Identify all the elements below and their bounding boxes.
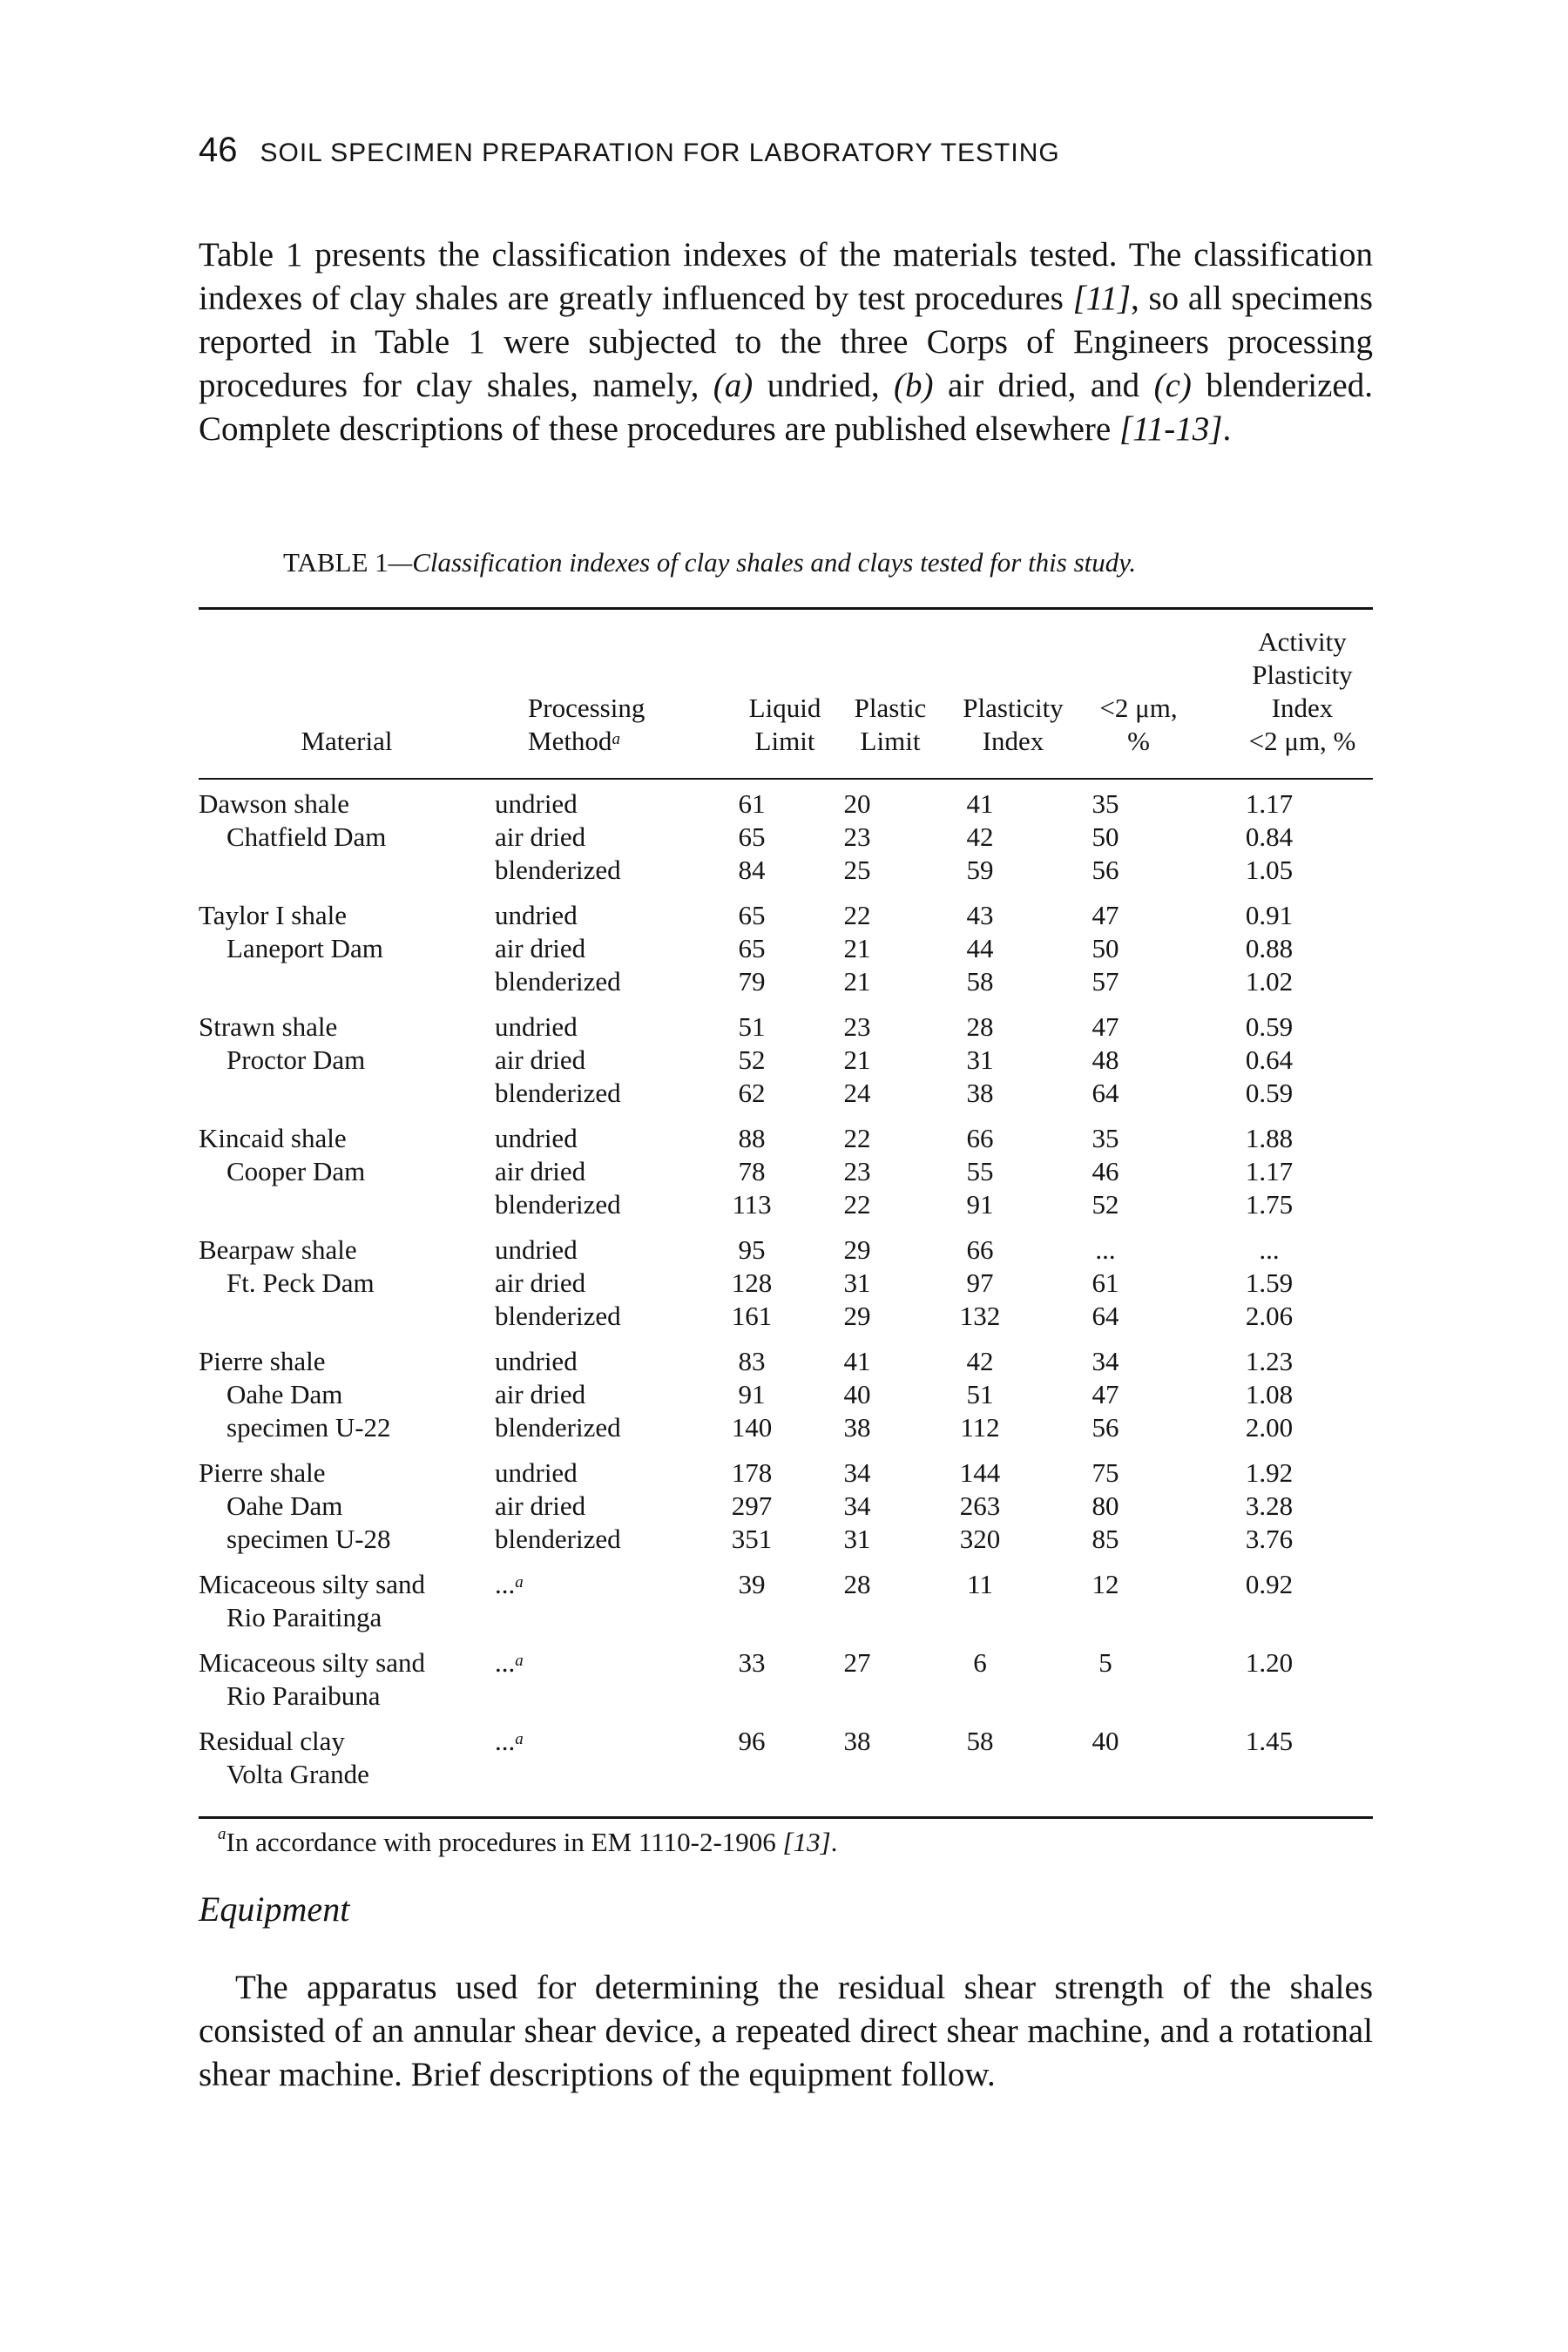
activity-cell: 1.17 <box>1245 1156 1294 1186</box>
material-location: Laneport Dam <box>226 933 383 963</box>
processing-method-cell: undried <box>495 1346 578 1376</box>
processing-method-cell: blenderized <box>495 1301 621 1331</box>
liquid-limit-cell: 95 <box>738 1234 766 1265</box>
liquid-limit-cell: 79 <box>738 966 766 997</box>
intro-item-b: (b) <box>894 367 934 404</box>
intro-paragraph <box>199 233 1373 451</box>
table-footnote <box>218 1827 837 1858</box>
material-location: Proctor Dam <box>226 1044 366 1075</box>
plastic-limit-cell: 23 <box>843 821 871 852</box>
processing-method-cell: blenderized <box>495 855 621 885</box>
material-location: Rio Paraitinga <box>226 1602 382 1632</box>
plastic-limit-cell: 21 <box>843 966 871 997</box>
plasticity-index-cell: 263 <box>959 1490 1001 1521</box>
plasticity-index-cell: 66 <box>966 1234 994 1265</box>
liquid-limit-cell: 51 <box>738 1011 766 1042</box>
table-row <box>199 1122 1373 1155</box>
header-plasticity-index: Plasticity Index <box>963 693 1064 756</box>
clay-fraction-cell: 12 <box>1092 1569 1119 1599</box>
table-row <box>199 965 1373 998</box>
liquid-limit-cell: 128 <box>731 1267 773 1298</box>
plastic-limit-cell: 23 <box>843 1156 871 1186</box>
liquid-limit-cell: 52 <box>738 1044 766 1075</box>
clay-fraction-cell: 35 <box>1092 1123 1119 1153</box>
activity-cell: 1.45 <box>1245 1726 1294 1756</box>
table-row <box>199 1233 1373 1267</box>
liquid-limit-cell: 297 <box>731 1490 773 1521</box>
material-cell <box>199 1345 495 1378</box>
material-cell <box>199 1411 495 1444</box>
activity-cell: 1.75 <box>1245 1189 1294 1220</box>
header-processing-method: Processing Method$^a$ <box>528 693 645 756</box>
material-name: Pierre shale <box>199 1346 326 1376</box>
clay-fraction-cell: 64 <box>1092 1301 1119 1331</box>
clay-fraction-cell: 48 <box>1092 1044 1119 1075</box>
intro-ref-1: [11] <box>1072 280 1132 317</box>
activity-cell: 0.64 <box>1245 1044 1294 1075</box>
group-spacer <box>199 998 1373 1010</box>
plastic-limit-cell: 24 <box>843 1078 871 1108</box>
liquid-limit-cell: 161 <box>731 1301 773 1331</box>
table-row <box>199 1456 1373 1490</box>
material-name: Taylor I shale <box>199 900 347 930</box>
group-spacer <box>199 1333 1373 1345</box>
group-spacer <box>199 1444 1373 1456</box>
table-row <box>199 1044 1373 1077</box>
running-head <box>199 131 1060 170</box>
liquid-limit-cell: 96 <box>738 1726 766 1756</box>
plasticity-index-cell: 41 <box>966 788 994 819</box>
activity-cell: ... <box>1259 1234 1280 1265</box>
plastic-limit-cell: 31 <box>843 1524 871 1554</box>
table-row <box>199 899 1373 932</box>
material-cell <box>199 1010 495 1044</box>
material-name: Pierre shale <box>199 1457 326 1488</box>
material-cell <box>199 932 495 965</box>
group-spacer <box>199 1634 1373 1646</box>
plasticity-index-cell: 97 <box>966 1267 994 1298</box>
material-name: Kincaid shale <box>199 1123 347 1153</box>
activity-cell: 1.23 <box>1245 1346 1294 1376</box>
plastic-limit-cell: 34 <box>843 1457 871 1488</box>
activity-cell: 1.17 <box>1245 788 1294 819</box>
table-row <box>199 1646 1373 1713</box>
footnote-mark: a <box>218 1825 226 1843</box>
intro-item-c: (c) <box>1153 367 1192 404</box>
clay-fraction-cell: 5 <box>1098 1647 1112 1678</box>
material-cell <box>199 1725 495 1791</box>
table-row <box>199 1300 1373 1333</box>
plastic-limit-cell: 28 <box>843 1569 871 1599</box>
activity-cell: 0.84 <box>1245 821 1294 852</box>
intro-text-2: , so all specimens reported in Table 1 were subjected to the three Corps of Engineers processing procedures for clay shales, namely, <box>199 280 1373 404</box>
activity-cell: 3.76 <box>1245 1524 1294 1554</box>
material-cell <box>199 899 495 932</box>
liquid-limit-cell: 62 <box>738 1078 766 1108</box>
processing-method-cell: air dried <box>495 1379 586 1409</box>
material-cell <box>199 854 495 887</box>
table-row <box>199 787 1373 821</box>
clay-fraction-cell: 56 <box>1092 1412 1119 1443</box>
plastic-limit-cell: 20 <box>843 788 871 819</box>
liquid-limit-cell: 351 <box>731 1524 773 1554</box>
processing-method-cell: blenderized <box>495 1524 621 1554</box>
material-cell <box>199 1267 495 1300</box>
plasticity-index-cell: 42 <box>966 1346 994 1376</box>
plasticity-index-cell: 38 <box>966 1078 994 1108</box>
clay-fraction-cell: 61 <box>1092 1267 1119 1298</box>
plastic-limit-cell: 38 <box>843 1412 871 1443</box>
material-name: Bearpaw shale <box>199 1234 357 1265</box>
processing-method-cell: undried <box>495 1457 578 1488</box>
activity-cell: 3.28 <box>1245 1490 1294 1521</box>
activity-cell: 1.05 <box>1245 855 1294 885</box>
plasticity-index-cell: 112 <box>960 1412 1000 1443</box>
footnote-text: In accordance with procedures in EM 1110-2-1906 <box>226 1827 783 1857</box>
liquid-limit-cell: 65 <box>738 900 766 930</box>
liquid-limit-cell: 78 <box>738 1156 766 1186</box>
plastic-limit-cell: 21 <box>843 933 871 963</box>
liquid-limit-cell: 61 <box>738 788 766 819</box>
plastic-limit-cell: 31 <box>843 1267 871 1298</box>
processing-method-cell: ...$^a$ <box>495 1726 524 1756</box>
clay-fraction-cell: 47 <box>1092 1379 1119 1409</box>
clay-fraction-cell: 64 <box>1092 1078 1119 1108</box>
table-row <box>199 1188 1373 1221</box>
table-row <box>199 1077 1373 1110</box>
intro-text-1: Table 1 presents the classification indexes of the materials tested. The classification indexes of clay shales are greatly influenced by test procedures <box>199 236 1373 317</box>
liquid-limit-cell: 91 <box>738 1379 766 1409</box>
liquid-limit-cell: 83 <box>738 1346 766 1376</box>
material-location: Volta Grande <box>226 1759 369 1789</box>
table-top-rule <box>199 607 1373 610</box>
processing-method-cell: blenderized <box>495 1078 621 1108</box>
processing-method-cell: ...$^a$ <box>495 1647 524 1678</box>
activity-cell: 0.59 <box>1245 1078 1294 1108</box>
processing-method-cell: air dried <box>495 821 586 852</box>
header-plastic-limit: Plastic Limit <box>854 693 927 756</box>
plasticity-index-cell: 132 <box>959 1301 1001 1331</box>
clay-fraction-cell: 50 <box>1092 933 1119 963</box>
clay-fraction-cell: 57 <box>1092 966 1119 997</box>
activity-cell: 0.88 <box>1245 933 1294 963</box>
footnote-mark: a <box>515 1652 524 1670</box>
intro-text-6: . <box>1222 410 1232 448</box>
plasticity-index-cell: 91 <box>966 1189 994 1220</box>
footnote-end: . <box>830 1827 838 1857</box>
processing-method-cell: air dried <box>495 933 586 963</box>
material-cell <box>199 821 495 854</box>
footnote-mark: a <box>515 1730 524 1748</box>
plasticity-index-cell: 44 <box>966 933 994 963</box>
material-cell <box>199 787 495 821</box>
activity-cell: 1.20 <box>1245 1647 1294 1678</box>
liquid-limit-cell: 65 <box>738 933 766 963</box>
plasticity-index-cell: 28 <box>966 1011 994 1042</box>
intro-text-3: undried, <box>753 367 895 404</box>
activity-cell: 2.00 <box>1245 1412 1294 1443</box>
processing-method-cell: air dried <box>495 1490 586 1521</box>
material-cell <box>199 1378 495 1411</box>
activity-cell: 1.92 <box>1245 1457 1294 1488</box>
intro-item-a: (a) <box>713 367 754 404</box>
page-number: 46 <box>199 131 238 169</box>
liquid-limit-cell: 65 <box>738 821 766 852</box>
plasticity-index-cell: 42 <box>966 821 994 852</box>
material-cell <box>199 1300 495 1333</box>
activity-cell: 1.88 <box>1245 1123 1294 1153</box>
plastic-limit-cell: 29 <box>843 1301 871 1331</box>
header-material: Material <box>301 726 393 756</box>
plasticity-index-cell: 55 <box>966 1156 994 1186</box>
material-name: Dawson shale <box>199 788 350 819</box>
clay-fraction-cell: 47 <box>1092 1011 1119 1042</box>
plasticity-index-cell: 320 <box>959 1524 1001 1554</box>
processing-method-cell: blenderized <box>495 1412 621 1443</box>
liquid-limit-cell: 33 <box>738 1647 766 1678</box>
equipment-paragraph: The apparatus used for determining the residual shear strength of the shales consisted of an annular shear device, a repeated direct shear machine, and a rotational shear machine. Brief descriptions of the equipment follow. <box>199 1969 1373 2093</box>
liquid-limit-cell: 140 <box>731 1412 773 1443</box>
material-cell <box>199 1122 495 1155</box>
material-cell <box>199 1568 495 1634</box>
plasticity-index-cell: 43 <box>966 900 994 930</box>
liquid-limit-cell: 113 <box>732 1189 772 1220</box>
material-cell <box>199 1188 495 1221</box>
material-location: Cooper Dam <box>226 1156 366 1186</box>
material-cell <box>199 1456 495 1490</box>
material-location: Ft. Peck Dam <box>226 1267 375 1298</box>
material-name: Micaceous silty sand <box>199 1569 426 1599</box>
clay-fraction-cell: 52 <box>1092 1189 1119 1220</box>
plastic-limit-cell: 21 <box>843 1044 871 1075</box>
footnote-ref: [13] <box>782 1827 831 1857</box>
table-row <box>199 821 1373 854</box>
plastic-limit-cell: 41 <box>843 1346 871 1376</box>
plastic-limit-cell: 22 <box>843 900 871 930</box>
material-name: Micaceous silty sand <box>199 1647 426 1678</box>
plasticity-index-cell: 11 <box>967 1569 993 1599</box>
processing-method-cell: air dried <box>495 1267 586 1298</box>
table-row <box>199 1267 1373 1300</box>
material-location: specimen U-22 <box>226 1412 391 1443</box>
plasticity-index-cell: 58 <box>966 1726 994 1756</box>
table-row <box>199 854 1373 887</box>
header-activity: Activity Plasticity Index <2 μm, % <box>1248 626 1356 756</box>
processing-method-cell: air dried <box>495 1044 586 1075</box>
clay-fraction-cell: 35 <box>1092 788 1119 819</box>
plastic-limit-cell: 25 <box>843 855 871 885</box>
table-caption-text: —Classification indexes of clay shales and clays tested for this study. <box>388 547 1137 578</box>
table-bottom-rule <box>199 1816 1373 1819</box>
liquid-limit-cell: 39 <box>738 1569 766 1599</box>
table-row <box>199 1010 1373 1044</box>
material-location: Rio Paraibuna <box>226 1680 381 1711</box>
plastic-limit-cell: 38 <box>843 1726 871 1756</box>
group-spacer <box>199 1221 1373 1233</box>
processing-method-cell: undried <box>495 900 578 930</box>
processing-method-cell: ...$^a$ <box>495 1569 524 1599</box>
plastic-limit-cell: 23 <box>843 1011 871 1042</box>
material-cell <box>199 1155 495 1188</box>
table-label: TABLE 1 <box>283 547 389 578</box>
material-cell <box>199 1077 495 1110</box>
group-spacer <box>199 1713 1373 1725</box>
clay-fraction-cell: 40 <box>1092 1726 1119 1756</box>
material-location: Chatfield Dam <box>226 821 387 852</box>
liquid-limit-cell: 84 <box>738 855 766 885</box>
section-heading-equipment: Equipment <box>199 1889 350 1929</box>
plasticity-index-cell: 66 <box>966 1123 994 1153</box>
clay-fraction-cell: 34 <box>1092 1346 1119 1376</box>
clay-fraction-cell: ... <box>1095 1234 1116 1265</box>
table-row <box>199 1155 1373 1188</box>
processing-method-cell: blenderized <box>495 966 621 997</box>
clay-fraction-cell: 85 <box>1092 1524 1119 1554</box>
plastic-limit-cell: 27 <box>843 1647 871 1678</box>
plastic-limit-cell: 34 <box>843 1490 871 1521</box>
table-row <box>199 1378 1373 1411</box>
footnote-mark: a <box>515 1573 524 1592</box>
clay-fraction-cell: 46 <box>1092 1156 1119 1186</box>
table-row <box>199 932 1373 965</box>
material-name: Residual clay <box>199 1726 345 1756</box>
plasticity-index-cell: 59 <box>966 855 994 885</box>
material-cell <box>199 1523 495 1556</box>
material-location: Oahe Dam <box>226 1379 343 1409</box>
material-cell <box>199 965 495 998</box>
processing-method-cell: undried <box>495 788 578 819</box>
header-liquid-limit: Liquid Limit <box>748 693 821 756</box>
material-cell <box>199 1044 495 1077</box>
clay-fraction-cell: 50 <box>1092 821 1119 852</box>
processing-method-cell: blenderized <box>495 1189 621 1220</box>
group-spacer <box>199 1556 1373 1568</box>
processing-method-cell: air dried <box>495 1156 586 1186</box>
material-cell <box>199 1490 495 1523</box>
plasticity-index-cell: 6 <box>973 1647 987 1678</box>
intro-text-4: air dried, and <box>933 367 1154 404</box>
table-row <box>199 1568 1373 1634</box>
plastic-limit-cell: 40 <box>843 1379 871 1409</box>
clay-fraction-cell: 80 <box>1092 1490 1119 1521</box>
material-cell <box>199 1646 495 1713</box>
plastic-limit-cell: 29 <box>843 1234 871 1265</box>
plasticity-index-cell: 51 <box>966 1379 994 1409</box>
processing-method-cell: undried <box>495 1011 578 1042</box>
material-cell <box>199 1233 495 1267</box>
activity-cell: 2.06 <box>1245 1301 1294 1331</box>
plasticity-index-cell: 31 <box>966 1044 994 1075</box>
activity-cell: 0.91 <box>1245 900 1294 930</box>
intro-text-5: blenderized. Complete descriptions of these procedures are published elsewhere <box>199 367 1373 448</box>
plasticity-index-cell: 144 <box>959 1457 1001 1488</box>
material-name: Strawn shale <box>199 1011 338 1042</box>
group-spacer <box>199 1110 1373 1122</box>
processing-method-cell: undried <box>495 1123 578 1153</box>
table-row <box>199 1490 1373 1523</box>
processing-method-cell: undried <box>495 1234 578 1265</box>
table-row <box>199 1523 1373 1556</box>
table-header-rule <box>199 778 1373 780</box>
material-location: specimen U-28 <box>226 1524 391 1554</box>
plastic-limit-cell: 22 <box>843 1189 871 1220</box>
running-title: SOIL SPECIMEN PREPARATION FOR LABORATORY TESTING <box>260 139 1060 167</box>
liquid-limit-cell: 88 <box>738 1123 766 1153</box>
table-row <box>199 1345 1373 1378</box>
activity-cell: 1.02 <box>1245 966 1294 997</box>
activity-cell: 1.08 <box>1245 1379 1294 1409</box>
header-clay-fraction: <2 μm, % <box>1099 693 1178 756</box>
table-row <box>199 1411 1373 1444</box>
activity-cell: 0.92 <box>1245 1569 1294 1599</box>
table-row <box>199 1725 1373 1791</box>
clay-fraction-cell: 75 <box>1092 1457 1119 1488</box>
liquid-limit-cell: 178 <box>731 1457 773 1488</box>
table-body <box>199 787 1373 1791</box>
clay-fraction-cell: 56 <box>1092 855 1119 885</box>
group-spacer <box>199 887 1373 899</box>
plastic-limit-cell: 22 <box>843 1123 871 1153</box>
clay-fraction-cell: 47 <box>1092 900 1119 930</box>
intro-ref-2: [11-13] <box>1119 410 1223 448</box>
table-caption <box>283 547 1136 578</box>
plasticity-index-cell: 58 <box>966 966 994 997</box>
activity-cell: 1.59 <box>1245 1267 1294 1298</box>
activity-cell: 0.59 <box>1245 1011 1294 1042</box>
material-location: Oahe Dam <box>226 1490 343 1521</box>
table-header <box>199 625 1373 758</box>
